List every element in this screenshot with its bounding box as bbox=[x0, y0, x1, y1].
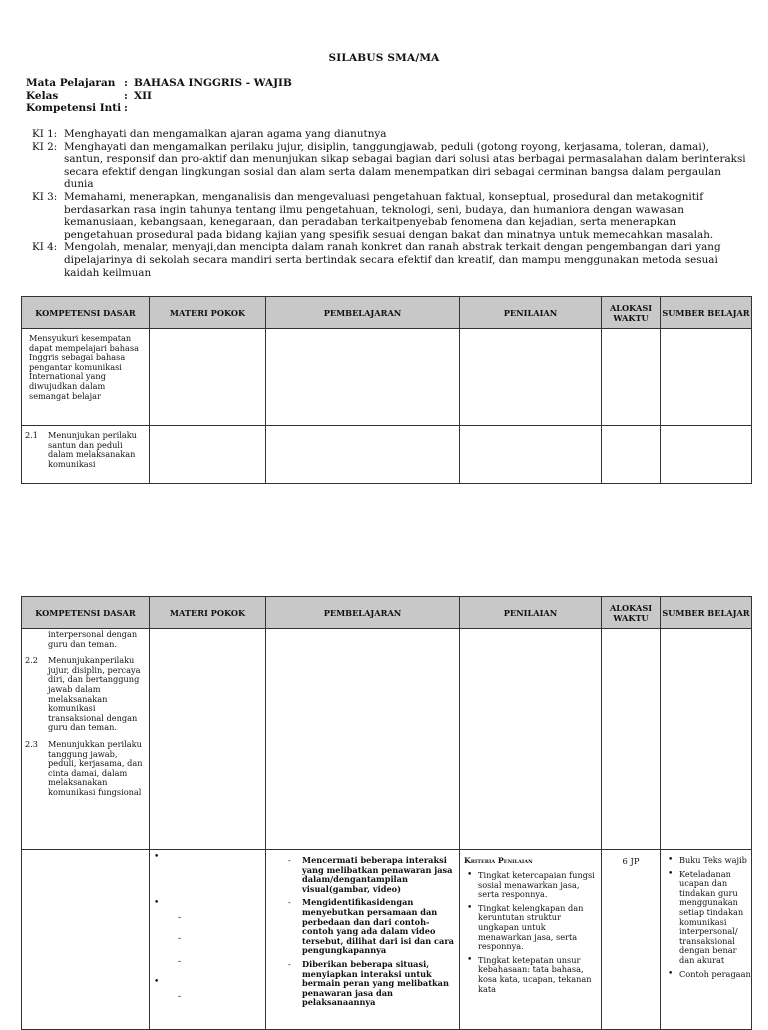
meta-key: Mata Pelajaran bbox=[26, 77, 116, 89]
penilaian-cell bbox=[460, 426, 602, 484]
syllabus-table-page2 bbox=[21, 596, 752, 1030]
header-alokasi-waktu: ALOKASI WAKTU bbox=[602, 597, 661, 629]
header-kompetensi-dasar: KOMPETENSI DASAR bbox=[22, 597, 150, 629]
header-materi-pokok: MATERI POKOK bbox=[150, 297, 266, 329]
list-item: - Diberikan beberapa situasi, menyiapkan interaksi untuk bermain peran yang melibatkan penawaran jasa dan pelaksanaannya bbox=[266, 960, 459, 1008]
subject-meta bbox=[26, 77, 292, 115]
kd-text: Menunjukkan perilaku tanggung jawab, peduli, kerjasama, dan cinta damai, dalam melaksanakan komunikasi fungsional bbox=[48, 738, 143, 797]
kd-cell bbox=[22, 426, 150, 484]
sumber-cell bbox=[661, 629, 752, 850]
sumber-cell bbox=[661, 329, 752, 426]
meta-sep: : bbox=[124, 89, 128, 102]
pembelajaran-list bbox=[266, 850, 459, 1008]
alokasi-cell bbox=[602, 850, 661, 1030]
meta-value: BAHASA INGGRIS - WAJIB bbox=[134, 77, 292, 89]
kompetensi-inti-list bbox=[32, 128, 748, 279]
header-penilaian: PENILAIAN bbox=[460, 297, 602, 329]
table-row bbox=[22, 329, 752, 426]
dash-icon: - bbox=[178, 913, 182, 923]
ki-number: KI 3: bbox=[32, 190, 58, 203]
dash-icon: - bbox=[178, 992, 182, 1002]
alokasi-cell bbox=[602, 426, 661, 484]
list-item: • Tingkat ketercapaian fungsi sosial menawarkan jasa, serta responnya. bbox=[460, 871, 601, 900]
meta-row-subject bbox=[26, 77, 292, 90]
penilaian-cell bbox=[460, 629, 602, 850]
alokasi-cell bbox=[602, 629, 661, 850]
meta-sep: : bbox=[124, 77, 128, 89]
sumber-cell bbox=[661, 850, 752, 1030]
header-pembelajaran: PEMBELAJARAN bbox=[266, 597, 460, 629]
header-pembelajaran: PEMBELAJARAN bbox=[266, 297, 460, 329]
kd-2-2 bbox=[22, 651, 149, 735]
list-item: • Tingkat kelengkapan dan keruntutan struktur ungkapan untuk menawarkan jasa, serta responnya. bbox=[460, 904, 601, 952]
kd-text: Menunjukan perilaku santun dan peduli dalam melaksanakan komunikasi bbox=[48, 430, 137, 469]
header-kompetensi-dasar: KOMPETENSI DASAR bbox=[22, 297, 150, 329]
dash-icon: - bbox=[178, 957, 182, 967]
kriteria-list bbox=[460, 871, 601, 994]
ki-text: Mengolah, menalar, menyaji,dan mencipta dalam ranah konkret dan ranah abstrak terkait dengan pengembangan dari yang dipelajarinya di sekolah secara mandiri serta bertindak secara efektif dan kreatif, dan mampu menggunakan metoda sesuai kaidah keilmuan bbox=[64, 241, 721, 279]
kd-number: 2.2 bbox=[25, 655, 39, 666]
meta-value: XII bbox=[134, 89, 152, 102]
table-row bbox=[22, 426, 752, 484]
list-item: - Mencermati beberapa interaksi yang melibatkan penawaran jasa dalam/dengantampilan visual(gambar, video) bbox=[266, 856, 459, 894]
pembelajaran-cell bbox=[266, 629, 460, 850]
kd-1-text: Mensyukuri kesempatan dapat mempelajari bahasa Inggris sebagai bahasa pengantar komunikasi International yang diwujudkan dalam semangat belajar bbox=[29, 333, 140, 401]
kd-number: 2.1 bbox=[25, 430, 39, 440]
bullet-icon: • bbox=[154, 898, 160, 908]
kd-2-3 bbox=[22, 735, 149, 800]
meta-row-class bbox=[26, 90, 292, 103]
header-materi-pokok: MATERI POKOK bbox=[150, 597, 266, 629]
meta-row-ki bbox=[26, 102, 292, 115]
table-header-row bbox=[22, 297, 752, 329]
kriteria-heading: Kriteria Penilaian bbox=[464, 856, 533, 865]
ki-text: Menghayati dan mengamalkan perilaku jujur, disiplin, tanggungjawab, peduli (gotong royong, kerjasama, toleran, damai), santun, responsif dan pro-aktif dan menunjukan sikap sebagai bagian dari solusi atas berbagai permasalahan dalam berinteraksi secara efektif dengan lingkungan sosial dan alam serta dalam menempatkan diri sebagai cerminan bangsa dalam pergaulan dunia bbox=[64, 140, 746, 191]
kd-cell bbox=[22, 329, 150, 426]
kd-2-1 bbox=[22, 426, 149, 471]
pembelajaran-cell bbox=[266, 329, 460, 426]
kd-continued: interpersonal dengan guru dan teman. bbox=[48, 629, 138, 649]
header-sumber-belajar: SUMBER BELAJAR bbox=[661, 297, 752, 329]
materi-cell bbox=[150, 329, 266, 426]
list-item: • Contoh peragaan bbox=[661, 970, 751, 980]
ki-item bbox=[32, 141, 748, 191]
ki-item bbox=[32, 191, 748, 241]
dash-icon: - bbox=[178, 934, 182, 944]
penilaian-cell bbox=[460, 329, 602, 426]
ki-number: KI 1: bbox=[32, 128, 58, 140]
pembelajaran-cell bbox=[266, 850, 460, 1030]
ki-item bbox=[32, 241, 748, 279]
ki-item bbox=[32, 128, 748, 141]
ki-text: Memahami, menerapkan, menganalisis dan mengevaluasi pengetahuan faktual, konseptual, prosedural dan metakognitif berdasarkan rasa ingin tahunya tentang ilmu pengetahuan, teknologi, seni, budaya, dan humaniora dengan wawasan kemanusiaan, kebangsaan, kenegaraan, dan peradaban terkaitpenyebab fenomena dan kejadian, serta menerapkan pengetahuan prosedural pada bidang kajian yang spesifik sesuai dengan bakat dan minatnya untuk memecahkan masalah. bbox=[64, 190, 714, 241]
sumber-list bbox=[661, 850, 751, 979]
list-item: - Mengidentifikasidengan menyebutkan persamaan dan perbedaan dan dari contoh-contoh yang ada dalam video tersebut, dilihat dari isi dan cara pengungkapannya bbox=[266, 898, 459, 956]
materi-cell bbox=[150, 426, 266, 484]
meta-key: Kompetensi Inti bbox=[26, 102, 122, 114]
table-row bbox=[22, 850, 752, 1030]
bullet-icon: • bbox=[154, 977, 160, 987]
header-alokasi-waktu: ALOKASI WAKTU bbox=[602, 297, 661, 329]
alokasi-value: 6 JP bbox=[622, 856, 640, 866]
bullet-icon: • bbox=[154, 852, 160, 862]
materi-cell bbox=[150, 850, 266, 1030]
kd-number: 2.3 bbox=[25, 738, 39, 749]
materi-cell bbox=[150, 629, 266, 850]
table-header-row bbox=[22, 597, 752, 629]
kd-cell bbox=[22, 850, 150, 1030]
syllabus-table-page1 bbox=[21, 296, 752, 484]
kd-cell bbox=[22, 629, 150, 850]
list-item: • Tingkat ketepatan unsur kebahasaan: tata bahasa, kosa kata, ucapan, tekanan kata bbox=[460, 956, 601, 994]
ki-number: KI 4: bbox=[32, 241, 58, 254]
header-penilaian: PENILAIAN bbox=[460, 597, 602, 629]
kd-text: Menunjukanperilaku jujur, disiplin, percaya diri, dan bertanggung jawab dalam melaksanakan komunikasi transaksional dengan guru dan teman. bbox=[48, 655, 141, 733]
sumber-cell bbox=[661, 426, 752, 484]
materi-bullet-marks bbox=[150, 850, 265, 1020]
alokasi-cell bbox=[602, 329, 661, 426]
document-title: SILABUS SMA/MA bbox=[328, 52, 440, 64]
header-sumber-belajar: SUMBER BELAJAR bbox=[661, 597, 752, 629]
meta-sep: : bbox=[124, 102, 128, 114]
ki-text: Menghayati dan mengamalkan ajaran agama yang dianutnya bbox=[64, 128, 387, 140]
list-item: • Buku Teks wajib bbox=[661, 856, 751, 866]
list-item: • Keteladanan ucapan dan tindakan guru menggunakan setiap tindakan komunikasi interpersonal/ transaksional dengan benar dan akurat bbox=[661, 870, 751, 966]
meta-key: Kelas bbox=[26, 89, 59, 102]
penilaian-cell bbox=[460, 850, 602, 1030]
pembelajaran-cell bbox=[266, 426, 460, 484]
ki-number: KI 2: bbox=[32, 140, 58, 153]
table-row bbox=[22, 629, 752, 850]
